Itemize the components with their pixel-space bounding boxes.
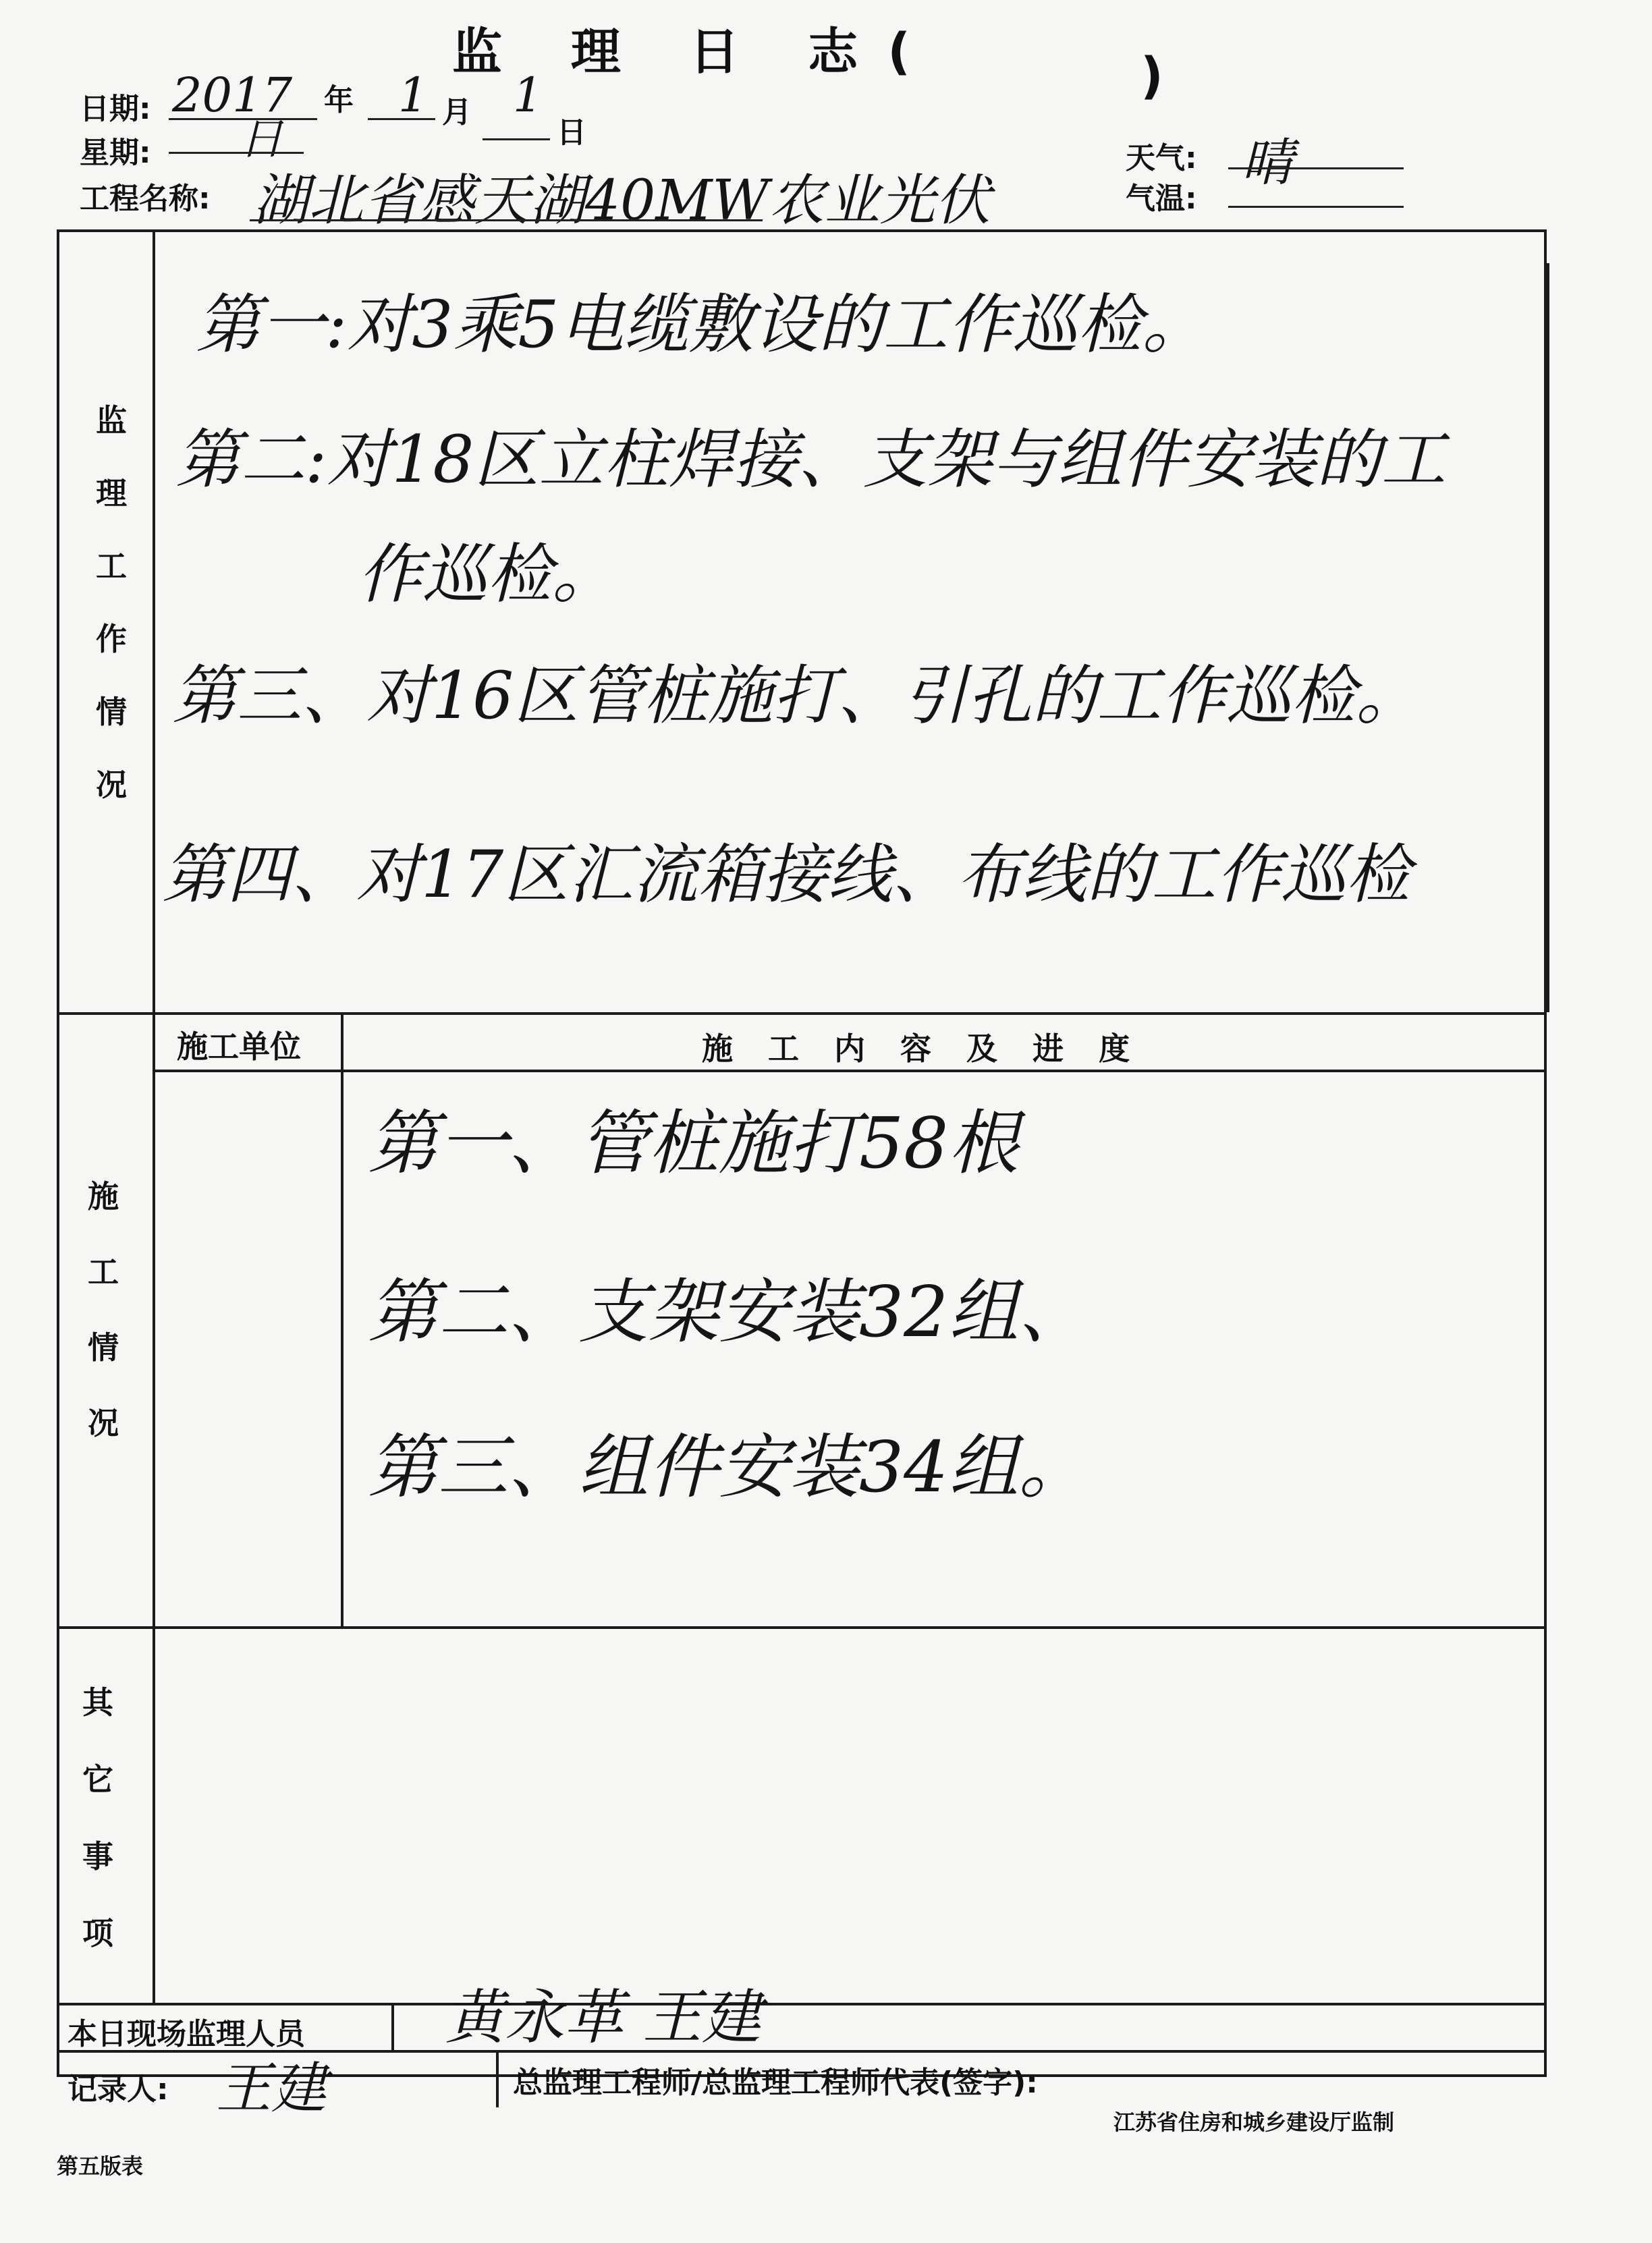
project-value: 湖北省感天湖40MW农业光伏 [253,169,991,233]
staff-label: 本日现场监理人员 [67,2017,305,2051]
construction-label-char: 施 [88,1178,119,1215]
supervision-item: 第四、对17区汇流箱接线、布线的工作巡检 [162,837,1411,912]
supervision-label-char: 况 [96,767,127,803]
project-label: 工程名称: [80,182,211,216]
construction-item: 第二、支架安装32组、 [368,1271,1089,1353]
month-value: 1 [398,67,429,123]
section-divider-construction [57,1626,1547,1629]
supervision-label [81,402,142,803]
supervision-label-char: 情 [96,694,127,730]
section-divider-other [57,2003,1547,2005]
day-unit: 日 [557,115,586,150]
other-label [67,1684,128,1951]
section-divider-supervision [57,1012,1547,1015]
unit-column-divider [341,1012,343,1626]
edition-note: 第五版表 [57,2153,144,2179]
page-edge-line [1547,263,1549,1012]
construction-unit-header: 施工单位 [177,1028,301,1065]
supervision-item: 第二:对18区立柱焊接、支架与组件安装的工 [175,422,1446,497]
staff-label-divider [391,2003,394,2050]
other-content [175,1653,1512,1977]
other-label-char: 事 [82,1838,113,1875]
title-text: 监 理 日 志 [452,23,884,81]
month-unit: 月 [442,95,472,130]
issuer-note: 江苏省住房和城乡建设厅监制 [1113,2109,1395,2135]
other-label-char: 其 [82,1684,113,1721]
construction-label-char: 情 [88,1329,119,1366]
staff-names: 黄永革 王建 [445,1983,761,2052]
recorder-label: 记录人: [67,2072,169,2107]
other-label-char: 项 [82,1915,113,1951]
year-value: 2017 [172,67,293,123]
supervision-item: 作巡检。 [358,536,617,612]
supervision-label-char: 工 [96,548,127,584]
title-paren-open: ( [887,23,911,81]
supervision-item: 第三、对16区管桩施打、引孔的工作巡检。 [172,658,1421,733]
title-paren-close: ) [1140,47,1163,105]
chief-signature-label: 总监理工程师/总监理工程师代表(签字): [513,2066,1038,2100]
date-label: 日期: [80,92,151,126]
construction-label-char: 况 [88,1405,119,1441]
recorder-divider [496,2050,499,2107]
recorder-name: 王建 [216,2057,327,2121]
weather-label: 天气: [1126,141,1197,175]
label-column-divider [153,229,155,2004]
day-value: 1 [513,67,543,123]
weekday-label: 星期: [80,136,151,170]
weather-value: 晴 [1242,132,1293,192]
supervision-label-char: 监 [96,402,127,439]
year-unit: 年 [324,83,354,117]
other-label-char: 它 [82,1761,113,1798]
construction-header-divider [153,1070,1547,1072]
construction-item: 第三、组件安装34组。 [368,1426,1089,1508]
supervision-item: 第一:对3乘5电缆敷设的工作巡检。 [196,287,1207,362]
supervision-label-char: 作 [96,621,127,657]
construction-label-char: 工 [88,1254,119,1290]
supervision-label-char: 理 [96,475,127,511]
construction-item: 第一、管桩施打58根 [368,1102,1019,1184]
temperature-label: 气温: [1126,182,1197,216]
construction-label [73,1178,134,1441]
construction-content-header: 施 工 内 容 及 进 度 [702,1030,1142,1067]
weekday-value: 日 [240,115,283,165]
